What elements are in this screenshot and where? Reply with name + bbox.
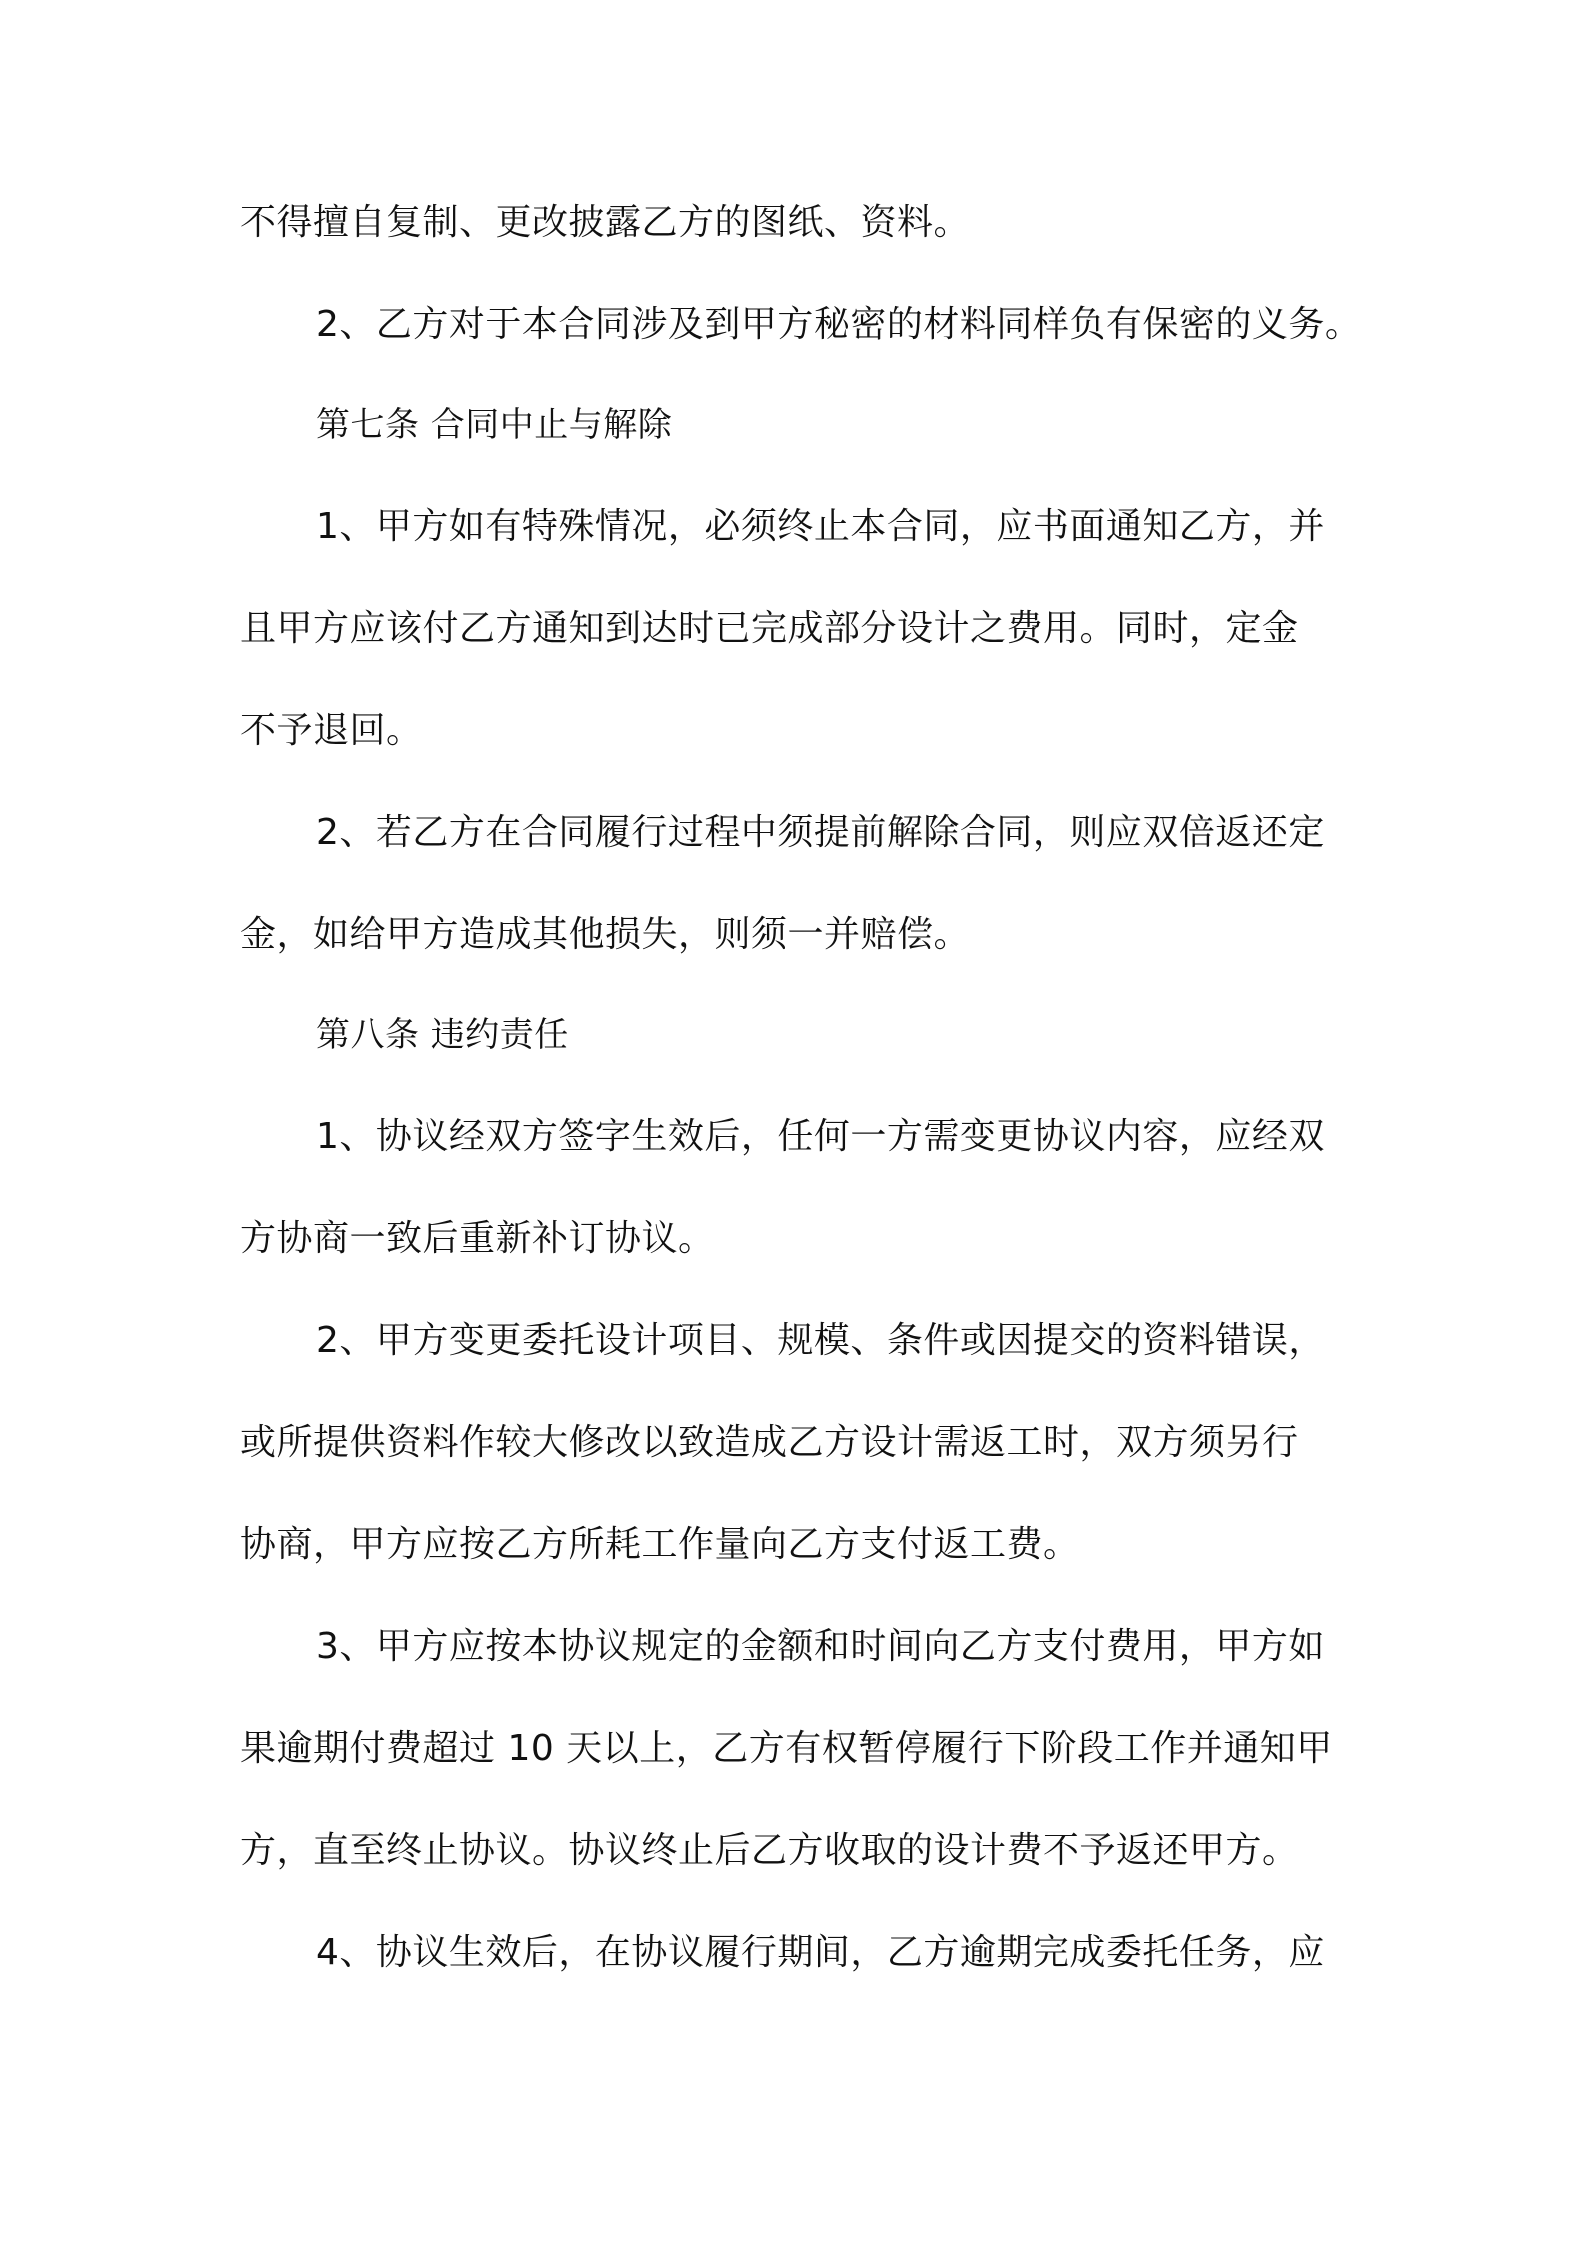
- paragraph-line: 2、若乙方在合同履行过程中须提前解除合同，则应双倍返还定: [316, 812, 1325, 853]
- paragraph-line: 方协商一致后重新补订协议。: [240, 1218, 715, 1259]
- paragraph-line: 4、协议生效后，在协议履行期间，乙方逾期完成委托任务，应: [316, 1932, 1325, 1973]
- paragraph-line: 且甲方应该付乙方通知到达时已完成部分设计之费用。同时，定金: [240, 608, 1299, 649]
- paragraph-line: 1、协议经双方签字生效后，任何一方需变更协议内容，应经双: [316, 1116, 1325, 1157]
- paragraph-line: 方，直至终止协议。协议终止后乙方收取的设计费不予返还甲方。: [240, 1830, 1299, 1871]
- paragraph-line: 协商，甲方应按乙方所耗工作量向乙方支付返工费。: [240, 1524, 1080, 1565]
- paragraph-line: 3、甲方应按本协议规定的金额和时间向乙方支付费用，甲方如: [316, 1626, 1325, 1667]
- paragraph-line: 或所提供资料作较大修改以致造成乙方设计需返工时，双方须另行: [240, 1422, 1299, 1463]
- paragraph-line: 不得擅自复制、更改披露乙方的图纸、资料。: [240, 202, 971, 243]
- paragraph-line: 2、乙方对于本合同涉及到甲方秘密的材料同样负有保密的义务。: [316, 304, 1362, 345]
- section-heading: 第八条 违约责任: [316, 1015, 569, 1055]
- paragraph-line: 2、甲方变更委托设计项目、规模、条件或因提交的资料错误，: [316, 1320, 1325, 1361]
- paragraph-line: 果逾期付费超过 10 天以上，乙方有权暂停履行下阶段工作并通知甲: [240, 1728, 1333, 1769]
- paragraph-line: 1、甲方如有特殊情况，必须终止本合同，应书面通知乙方，并: [316, 506, 1325, 547]
- section-heading: 第七条 合同中止与解除: [316, 405, 673, 445]
- paragraph-line: 不予退回。: [240, 710, 423, 751]
- paragraph-line: 金，如给甲方造成其他损失，则须一并赔偿。: [240, 914, 971, 955]
